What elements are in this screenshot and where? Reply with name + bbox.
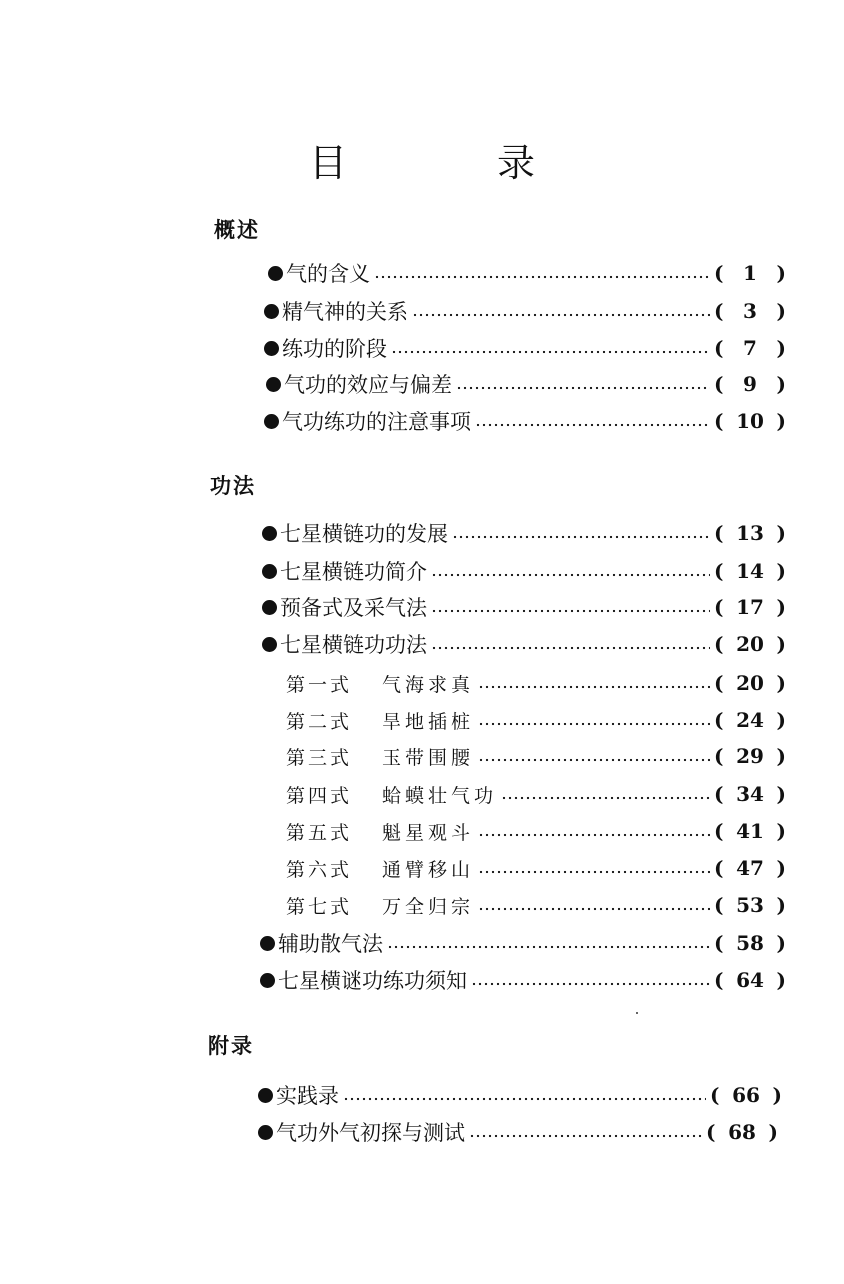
toc-sub-entry[interactable] (286, 853, 786, 883)
toc-entry-title: 实践录 (276, 1084, 339, 1108)
toc-sub-entry-title: 玉带围腰 (382, 746, 475, 769)
toc-entry-page: ( 7 ) (714, 336, 786, 360)
toc-sub-entry-number: 第二式 (286, 710, 353, 733)
toc-entry[interactable] (260, 928, 786, 958)
dot-leader (471, 982, 710, 986)
dot-leader (374, 275, 710, 279)
dot-leader (412, 313, 710, 317)
toc-entry-page: ( 53 ) (714, 893, 786, 917)
toc-sub-entry[interactable] (286, 779, 786, 809)
bullet-icon (262, 564, 277, 579)
toc-entry[interactable] (264, 333, 786, 363)
toc-entry-page: ( 29 ) (714, 744, 786, 768)
toc-entry-title: 气的含义 (286, 262, 370, 286)
toc-entry-page: ( 64 ) (714, 968, 786, 992)
toc-sub-entry-title: 通臂移山 (382, 858, 475, 881)
toc-entry-page: ( 24 ) (714, 708, 786, 732)
toc-entry[interactable] (264, 296, 786, 326)
toc-entry-page: ( 34 ) (714, 782, 786, 806)
toc-sub-entry-title: 旱地插桩 (382, 710, 475, 733)
dot-leader (475, 423, 710, 427)
dot-leader (478, 758, 710, 762)
dot-leader (478, 907, 710, 911)
toc-entry-page: ( 14 ) (714, 559, 786, 583)
bullet-icon (258, 1125, 273, 1140)
toc-sub-entry[interactable] (286, 816, 786, 846)
toc-sub-entry-number: 第一式 (286, 673, 353, 696)
bullet-icon (260, 936, 275, 951)
toc-entry-page: ( 17 ) (714, 595, 786, 619)
bullet-icon (262, 526, 277, 541)
toc-entry[interactable] (264, 406, 786, 436)
toc-sub-entry-title: 蛤蟆壮气功 (382, 784, 498, 807)
dot-leader (343, 1097, 706, 1101)
toc-sub-entry[interactable] (286, 741, 786, 771)
toc-entry-title: 精气神的关系 (282, 300, 408, 324)
section-heading-appendix: 附录 (208, 1033, 254, 1058)
dot-leader (431, 609, 710, 613)
toc-entry-page: ( 41 ) (714, 819, 786, 843)
bullet-icon (262, 600, 277, 615)
bullet-icon (262, 637, 277, 652)
toc-entry-title: 气功练功的注意事项 (282, 410, 471, 434)
toc-entry-page: ( 13 ) (714, 521, 786, 545)
toc-entry-title: 预备式及采气法 (280, 596, 427, 620)
dot-leader (478, 870, 710, 874)
toc-entry[interactable] (262, 518, 786, 548)
bullet-icon (264, 304, 279, 319)
dot-leader (431, 573, 710, 577)
toc-entry[interactable] (258, 1080, 782, 1110)
dot-leader (469, 1134, 702, 1138)
toc-sub-entry-title: 万全归宗 (382, 895, 475, 918)
toc-entry[interactable] (266, 369, 786, 399)
toc-sub-entry-title: 魁星观斗 (382, 821, 475, 844)
toc-sub-entry-number: 第五式 (286, 821, 353, 844)
toc-entry-page: ( 66 ) (710, 1083, 782, 1107)
dot-leader (391, 350, 710, 354)
dot-leader (501, 796, 710, 800)
dot-leader (478, 833, 710, 837)
dot-leader (452, 535, 710, 539)
bullet-icon (268, 266, 283, 281)
toc-entry[interactable] (262, 629, 786, 659)
toc-entry[interactable] (260, 965, 786, 995)
toc-entry-title: 七星横链功功法 (280, 633, 427, 657)
toc-sub-entry[interactable] (286, 890, 786, 920)
dot-leader (478, 722, 710, 726)
toc-sub-entry[interactable] (286, 705, 786, 735)
toc-entry[interactable] (262, 556, 786, 586)
section-heading-overview: 概述 (214, 217, 260, 242)
dot-leader (431, 646, 710, 650)
stray-mark (636, 1012, 638, 1014)
toc-sub-entry-number: 第六式 (286, 858, 353, 881)
bullet-icon (264, 414, 279, 429)
toc-sub-entry-number: 第七式 (286, 895, 353, 918)
bullet-icon (266, 377, 281, 392)
toc-entry-title: 辅助散气法 (278, 932, 383, 956)
page-title: 目 录 (308, 141, 591, 185)
toc-entry-page: ( 20 ) (714, 671, 786, 695)
toc-entry-title: 七星横链功的发展 (280, 522, 448, 546)
section-heading-methods: 功法 (210, 473, 256, 498)
toc-entry-page: ( 3 ) (714, 299, 786, 323)
toc-entry-page: ( 1 ) (714, 261, 786, 285)
dot-leader (387, 945, 710, 949)
toc-entry-title: 七星横链功简介 (280, 560, 427, 584)
toc-entry[interactable] (262, 592, 786, 622)
bullet-icon (258, 1088, 273, 1103)
toc-entry[interactable] (258, 1117, 778, 1147)
dot-leader (478, 685, 710, 689)
toc-sub-entry-title: 气海求真 (382, 673, 475, 696)
toc-entry-title: 气功外气初探与测试 (276, 1121, 465, 1145)
toc-entry-page: ( 47 ) (714, 856, 786, 880)
bullet-icon (264, 341, 279, 356)
toc-sub-entry-number: 第四式 (286, 784, 353, 807)
toc-entry-title: 练功的阶段 (282, 337, 387, 361)
toc-sub-entry[interactable] (286, 668, 786, 698)
bullet-icon (260, 973, 275, 988)
toc-entry-title: 气功的效应与偏差 (284, 373, 452, 397)
toc-entry-page: ( 58 ) (714, 931, 786, 955)
toc-entry-title: 七星横谜功练功须知 (278, 969, 467, 993)
toc-entry-page: ( 68 ) (706, 1120, 778, 1144)
toc-sub-entry-number: 第三式 (286, 746, 353, 769)
toc-entry-page: ( 9 ) (714, 372, 786, 396)
dot-leader (456, 386, 710, 390)
toc-entry[interactable] (268, 258, 786, 288)
toc-entry-page: ( 20 ) (714, 632, 786, 656)
toc-entry-page: ( 10 ) (714, 409, 786, 433)
